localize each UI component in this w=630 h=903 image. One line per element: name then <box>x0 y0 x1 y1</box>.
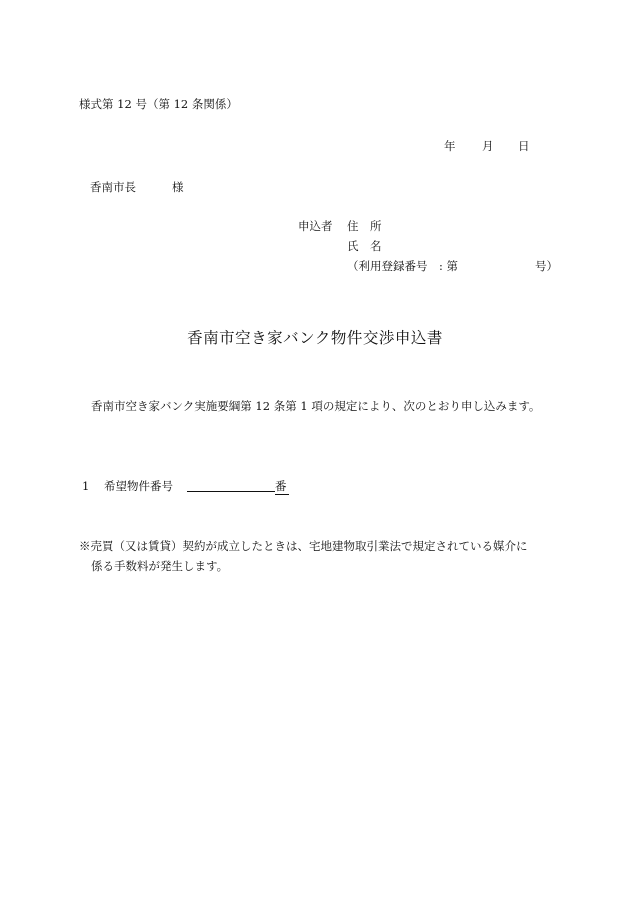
registration-number-label: （利用登録番号 : 第 <box>347 259 459 273</box>
property-number-blank[interactable] <box>187 478 275 492</box>
date-year-label: 年 <box>444 139 456 153</box>
applicant-name-label: 氏 名 <box>347 239 382 253</box>
item-number: 1 <box>82 479 90 493</box>
applicant-address-label: 住 所 <box>347 219 382 233</box>
item-label: 希望物件番号 <box>104 479 173 493</box>
date-day-label: 日 <box>518 139 530 153</box>
form-number: 様式第 12 号（第 12 条関係） <box>79 97 238 111</box>
item-desired-property <box>82 478 289 495</box>
registration-number-suffix: 号） <box>535 259 558 273</box>
date-month-label: 月 <box>482 139 494 153</box>
item-suffix: 番 <box>275 479 287 493</box>
applicant-label: 申込者 <box>298 219 333 233</box>
body-text: 香南市空き家バンク実施要綱第 12 条第 1 項の規定により、次のとおり申し込みます。 <box>91 399 541 413</box>
addressee-honorific: 様 <box>172 180 184 194</box>
addressee <box>90 179 184 195</box>
note-line-1: ※売買（又は賃貸）契約が成立したときは、宅地建物取引業法で規定されている媒介に <box>79 539 528 553</box>
note-line-2: 係る手数料が発生します。 <box>91 559 229 573</box>
document-title: 香南市空き家バンク物件交渉申込書 <box>187 329 443 347</box>
addressee-name: 香南市長 <box>90 180 136 194</box>
